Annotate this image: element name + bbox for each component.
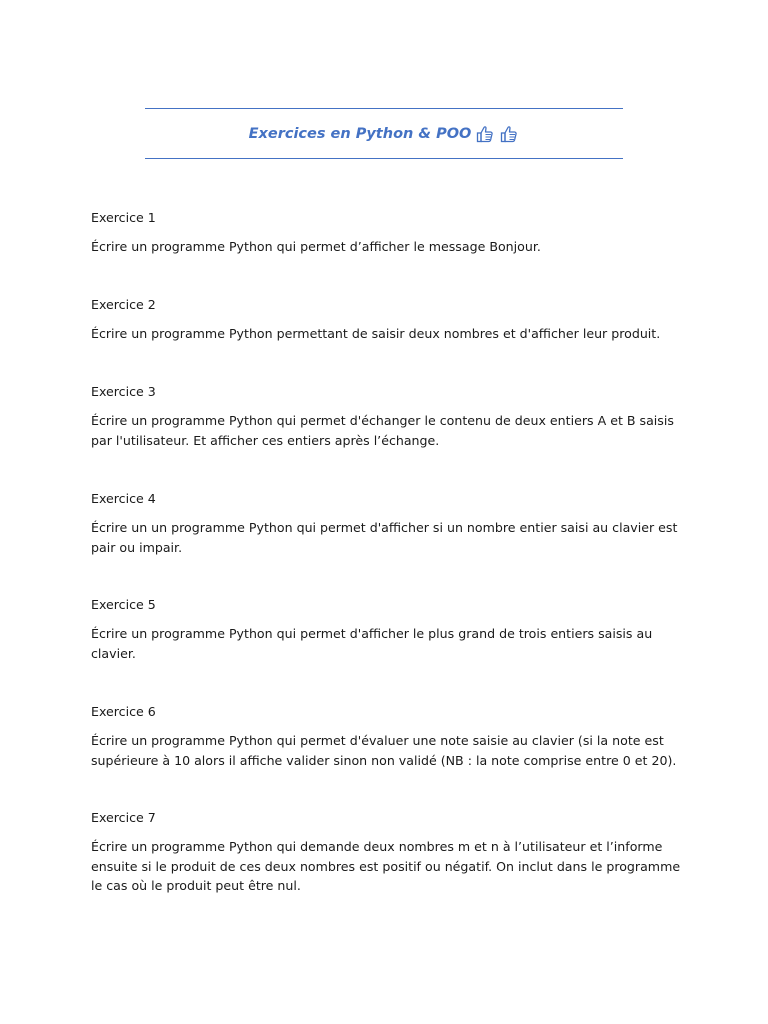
exercise-heading: Exercice 1 [91,210,156,225]
exercise-text: Écrire un un programme Python qui permet d'afficher si un nombre entier saisi au clavier est pair ou impair. [91,520,678,555]
exercise-heading: Exercice 5 [91,597,156,612]
exercise-text: Écrire un programme Python qui permet d'évaluer une note saisie au clavier (si la note est supérieure à 10 alors il affiche valider sinon non validé (NB : la note comprise entre 0 et 20). [91,733,677,768]
exercise-heading: Exercice 3 [91,384,156,399]
exercise-item [91,490,681,596]
title-block [145,108,623,159]
exercise-text: Écrire un programme Python qui permet d'afficher le plus grand de trois entiers saisis au clavier. [91,626,653,661]
exercise-item [91,596,681,703]
exercise-item [91,809,681,896]
exercise-item [91,209,681,296]
exercise-heading: Exercice 6 [91,704,156,719]
exercise-text: Écrire un programme Python permettant de saisir deux nombres et d'afficher leur produit. [91,326,661,341]
exercise-heading: Exercice 2 [91,297,156,312]
exercise-item [91,383,681,490]
document-title: Exercices en Python & POO [248,125,472,142]
exercise-text: Écrire un programme Python qui permet d'échanger le contenu de deux entiers A et B saisis par l'utilisateur. Et afficher ces entiers après l’échange. [91,413,674,448]
exercise-item [91,296,681,383]
exercise-text: Écrire un programme Python qui permet d’afficher le message Bonjour. [91,239,541,254]
exercise-text: Écrire un programme Python qui demande deux nombres m et n à l’utilisateur et l’informe ensuite si le produit de ces deux nombres est positif ou négatif. On inclut dans le programme le cas où le produit peut être nul. [91,839,681,893]
exercise-heading: Exercice 4 [91,491,156,506]
thumbs-up-icon [499,124,519,144]
exercise-item [91,703,681,809]
exercise-heading: Exercice 7 [91,810,156,825]
exercise-list [91,209,681,896]
thumbs-up-icon [475,124,495,144]
